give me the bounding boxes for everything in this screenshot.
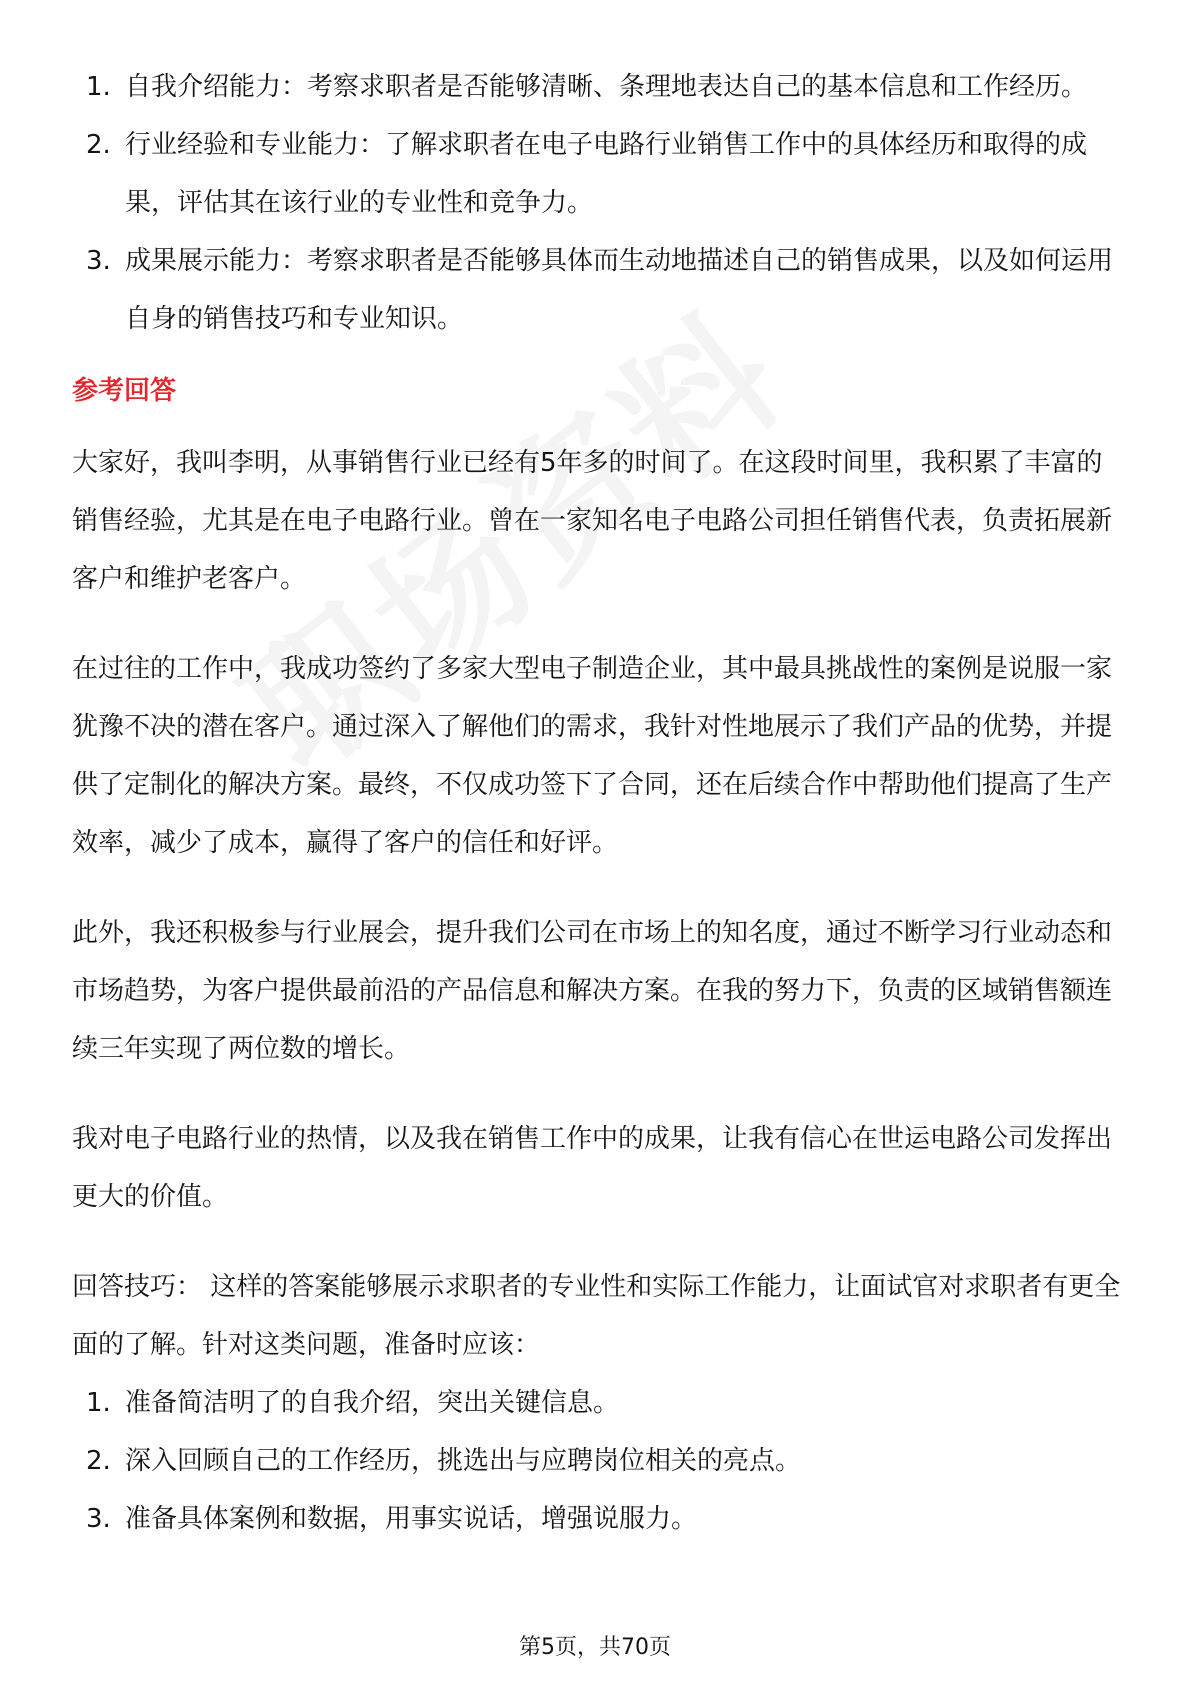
criteria-list [72,58,1122,348]
reference-answer-heading: 参考回答 [72,376,177,406]
answer-paragraph: 在过往的工作中，我成功签约了多家大型电子制造企业，其中最具挑战性的案例是说服一家犹豫不决的潜在客户。通过深入了解他们的需求，我针对性地展示了我们产品的优势，并提供了定制化的解决方案。最终，不仅成功签下了合同，还在后续合作中帮助他们提高了生产效率，减少了成本，赢得了客户的信任和好评。 [72,654,1113,858]
list-number: 3. [86,1504,111,1534]
list-item-text: 准备简洁明了的自我介绍，突出关键信息。 [125,1388,620,1418]
list-item [72,1490,1122,1548]
list-item [72,58,1122,116]
page-content [72,58,1122,1548]
list-number: 1. [86,1388,111,1418]
list-item-text: 自我介绍能力：考察求职者是否能够清晰、条理地表达自己的基本信息和工作经历。 [125,72,1088,102]
list-item-text: 行业经验和专业能力：了解求职者在电子电路行业销售工作中的具体经历和取得的成果，评估其在该行业的专业性和竞争力。 [125,130,1088,218]
page-number-footer: 第5页，共70页 [519,1635,671,1660]
list-item [72,1432,1122,1490]
answer-paragraph: 此外，我还积极参与行业展会，提升我们公司在市场上的知名度，通过不断学习行业动态和市场趋势，为客户提供最前沿的产品信息和解决方案。在我的努力下，负责的区域销售额连续三年实现了两位数的增长。 [72,918,1113,1064]
list-number: 2. [86,1446,111,1476]
tips-list [72,1374,1122,1548]
answer-tips-paragraph: 回答技巧： 这样的答案能够展示求职者的专业性和实际工作能力，让面试官对求职者有更全面的了解。针对这类问题，准备时应该： [72,1272,1121,1360]
list-item-text: 成果展示能力：考察求职者是否能够具体而生动地描述自己的销售成果，以及如何运用自身的销售技巧和专业知识。 [125,246,1114,334]
list-number: 1. [86,72,111,102]
answer-paragraph: 我对电子电路行业的热情，以及我在销售工作中的成果，让我有信心在世运电路公司发挥出更大的价值。 [72,1124,1113,1212]
list-item [72,116,1122,232]
list-item [72,232,1122,348]
list-number: 2. [86,130,111,160]
answer-paragraph: 大家好，我叫李明，从事销售行业已经有5年多的时间了。在这段时间里，我积累了丰富的销售经验，尤其是在电子电路行业。曾在一家知名电子电路公司担任销售代表，负责拓展新客户和维护老客户。 [72,448,1113,594]
list-item-text: 深入回顾自己的工作经历，挑选出与应聘岗位相关的亮点。 [125,1446,802,1476]
list-item [72,1374,1122,1432]
list-number: 3. [86,246,111,276]
list-item-text: 准备具体案例和数据，用事实说话，增强说服力。 [125,1504,698,1534]
